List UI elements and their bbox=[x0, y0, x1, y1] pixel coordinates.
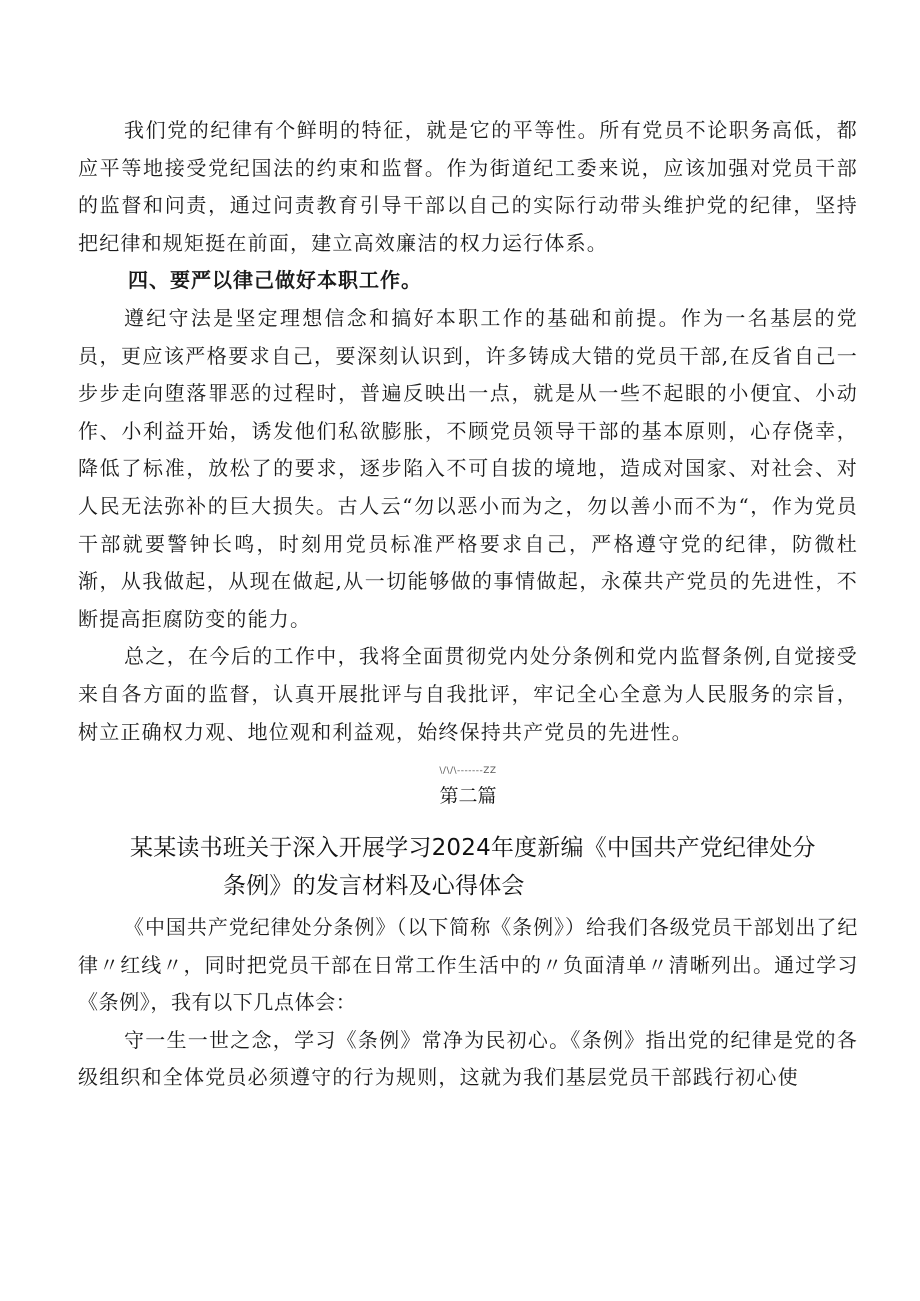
paragraph-discipline: 遵纪守法是坚定理想信念和搞好本职工作的基础和前提。作为一名基层的党员，更应该严格要求自己，要深刻认识到，许多铸成大错的党员干部,在反省自己一步步走向堕落罪恶的过程时，普遍反映出一点，就是从一些不起眼的小便宜、小动作、小利益开始，诱发他们私欲膨胀，不顾党员领导干部的基本原则，心存侥幸，降低了标准，放松了的要求，逐步陷入不可自拔的境地，造成对国家、对社会、对人民无法弥补的巨大损失。古人云“勿以恶小而为之，勿以善小而不为“，作为党员干部就要警钟长鸣，时刻用党员标准严格要求自己，严格遵守党的纪律，防微杜渐，从我做起，从现在做起,从一切能够做的事情做起，永葆共产党员的先进性，不断提高拒腐防变的能力。 bbox=[78, 305, 858, 631]
section-heading-four: 四、要严以律己做好本职工作。 bbox=[128, 268, 422, 293]
paragraph-intro: 《中国共产党纪律处分条例》（以下简称《条例》）给我们各级党员干部划出了纪律〃红线〃，同时把党员干部在日常工作生活中的〃负面清单〃清晰列出。通过学习《条例》，我有以下几点体会： bbox=[78, 915, 858, 1015]
second-article-label: 第二篇 bbox=[439, 785, 497, 808]
article-title-line2: 条例》的发言材料及心得体会 bbox=[223, 873, 525, 900]
article-title bbox=[78, 829, 858, 905]
article-title-line1: 某某读书班关于深入开展学习2024年度新编《中国共产党纪律处分 bbox=[130, 835, 816, 862]
paragraph-first-point: 守一生一世之念，学习《条例》常净为民初心。《条例》指出党的纪律是党的各级组织和全体党员必须遵守的行为规则，这就为我们基层党员干部践行初心使 bbox=[78, 1027, 858, 1090]
paragraph-conclusion: 总之，在今后的工作中，我将全面贯彻党内处分条例和党内监督条例,自觉接受来自各方面的监督，认真开展批评与自我批评，牢记全心全意为人民服务的宗旨，树立正确权力观、地位观和利益观，始终保持共产党员的先进性。 bbox=[78, 644, 858, 744]
document-page bbox=[78, 112, 858, 1097]
paragraph-equality: 我们党的纪律有个鲜明的特征，就是它的平等性。所有党员不论职务高低，都应平等地接受党纪国法的约束和监督。作为街道纪工委来说，应该加强对党员干部的监督和问责，通过问责教育引导干部以自己的实际行动带头维护党的纪律，坚持把纪律和规矩挺在前面，建立高效廉洁的权力运行体系。 bbox=[78, 118, 858, 255]
divider-ornament: \/\/\-------ZZ bbox=[439, 766, 497, 777]
